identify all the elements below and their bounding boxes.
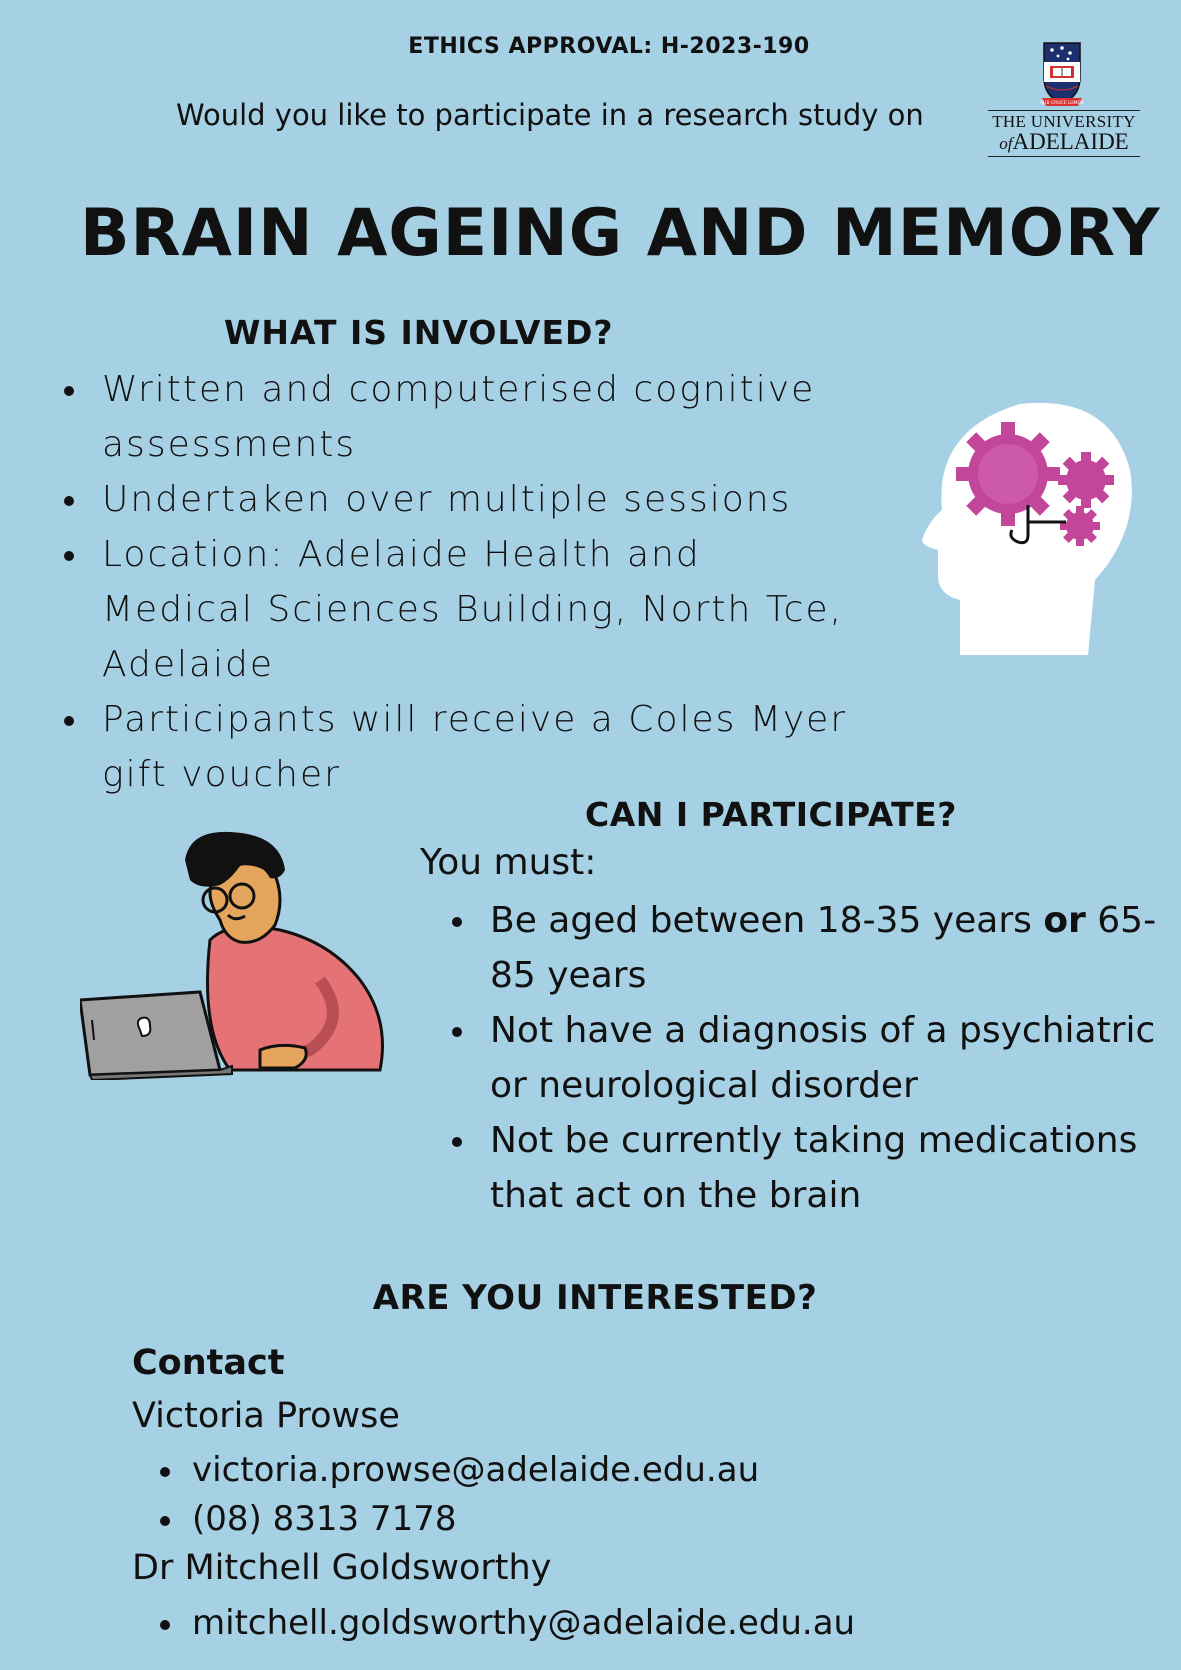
list-item: Be aged between 18-35 years or 65-85 years	[448, 893, 1168, 1003]
eligibility-list	[448, 893, 1168, 1223]
contact-label: Contact	[132, 1343, 285, 1383]
list-item: Not have a diagnosis of a psychiatric or neurological disorder	[448, 1003, 1168, 1113]
must-label: You must:	[420, 842, 597, 883]
contact-email[interactable]: victoria.prowse@adelaide.edu.au	[158, 1446, 759, 1495]
logo-ribbon-motto: SUB CRUCE LUMEN	[1040, 101, 1084, 106]
involved-heading: WHAT IS INVOLVED?	[224, 313, 614, 352]
list-item: Written and computerised cognitive assessments	[60, 362, 860, 472]
head-gears-icon	[920, 400, 1140, 660]
person-laptop-illustration	[80, 830, 400, 1080]
university-logo	[980, 40, 1142, 158]
contact-email[interactable]: mitchell.goldsworthy@adelaide.edu.au	[158, 1599, 855, 1648]
university-crest-icon	[980, 40, 1142, 110]
lead-question: Would you like to participate in a research study on	[176, 98, 924, 132]
contact-name: Victoria Prowse	[132, 1396, 400, 1436]
list-item: Not be currently taking medications that act on the brain	[448, 1113, 1168, 1223]
list-item: Participants will receive a Coles Myer gift voucher	[60, 692, 860, 802]
contact-name: Dr Mitchell Goldsworthy	[132, 1548, 552, 1588]
logo-line2: ofADELAIDE	[988, 130, 1140, 157]
list-item: Location: Adelaide Health and Medical Sciences Building, North Tce, Adelaide	[60, 527, 860, 692]
page-title: BRAIN AGEING AND MEMORY	[80, 196, 1161, 271]
contact-phone[interactable]: (08) 8313 7178	[158, 1495, 759, 1544]
list-item: Undertaken over multiple sessions	[60, 472, 860, 527]
participate-heading: CAN I PARTICIPATE?	[585, 795, 957, 834]
contact-details	[158, 1446, 759, 1544]
contact-details	[158, 1599, 855, 1648]
involved-list	[60, 362, 860, 802]
ethics-approval: ETHICS APPROVAL: H-2023-190	[408, 34, 810, 59]
interested-heading: ARE YOU INTERESTED?	[372, 1278, 818, 1318]
logo-line1: THE UNIVERSITY	[988, 110, 1140, 132]
